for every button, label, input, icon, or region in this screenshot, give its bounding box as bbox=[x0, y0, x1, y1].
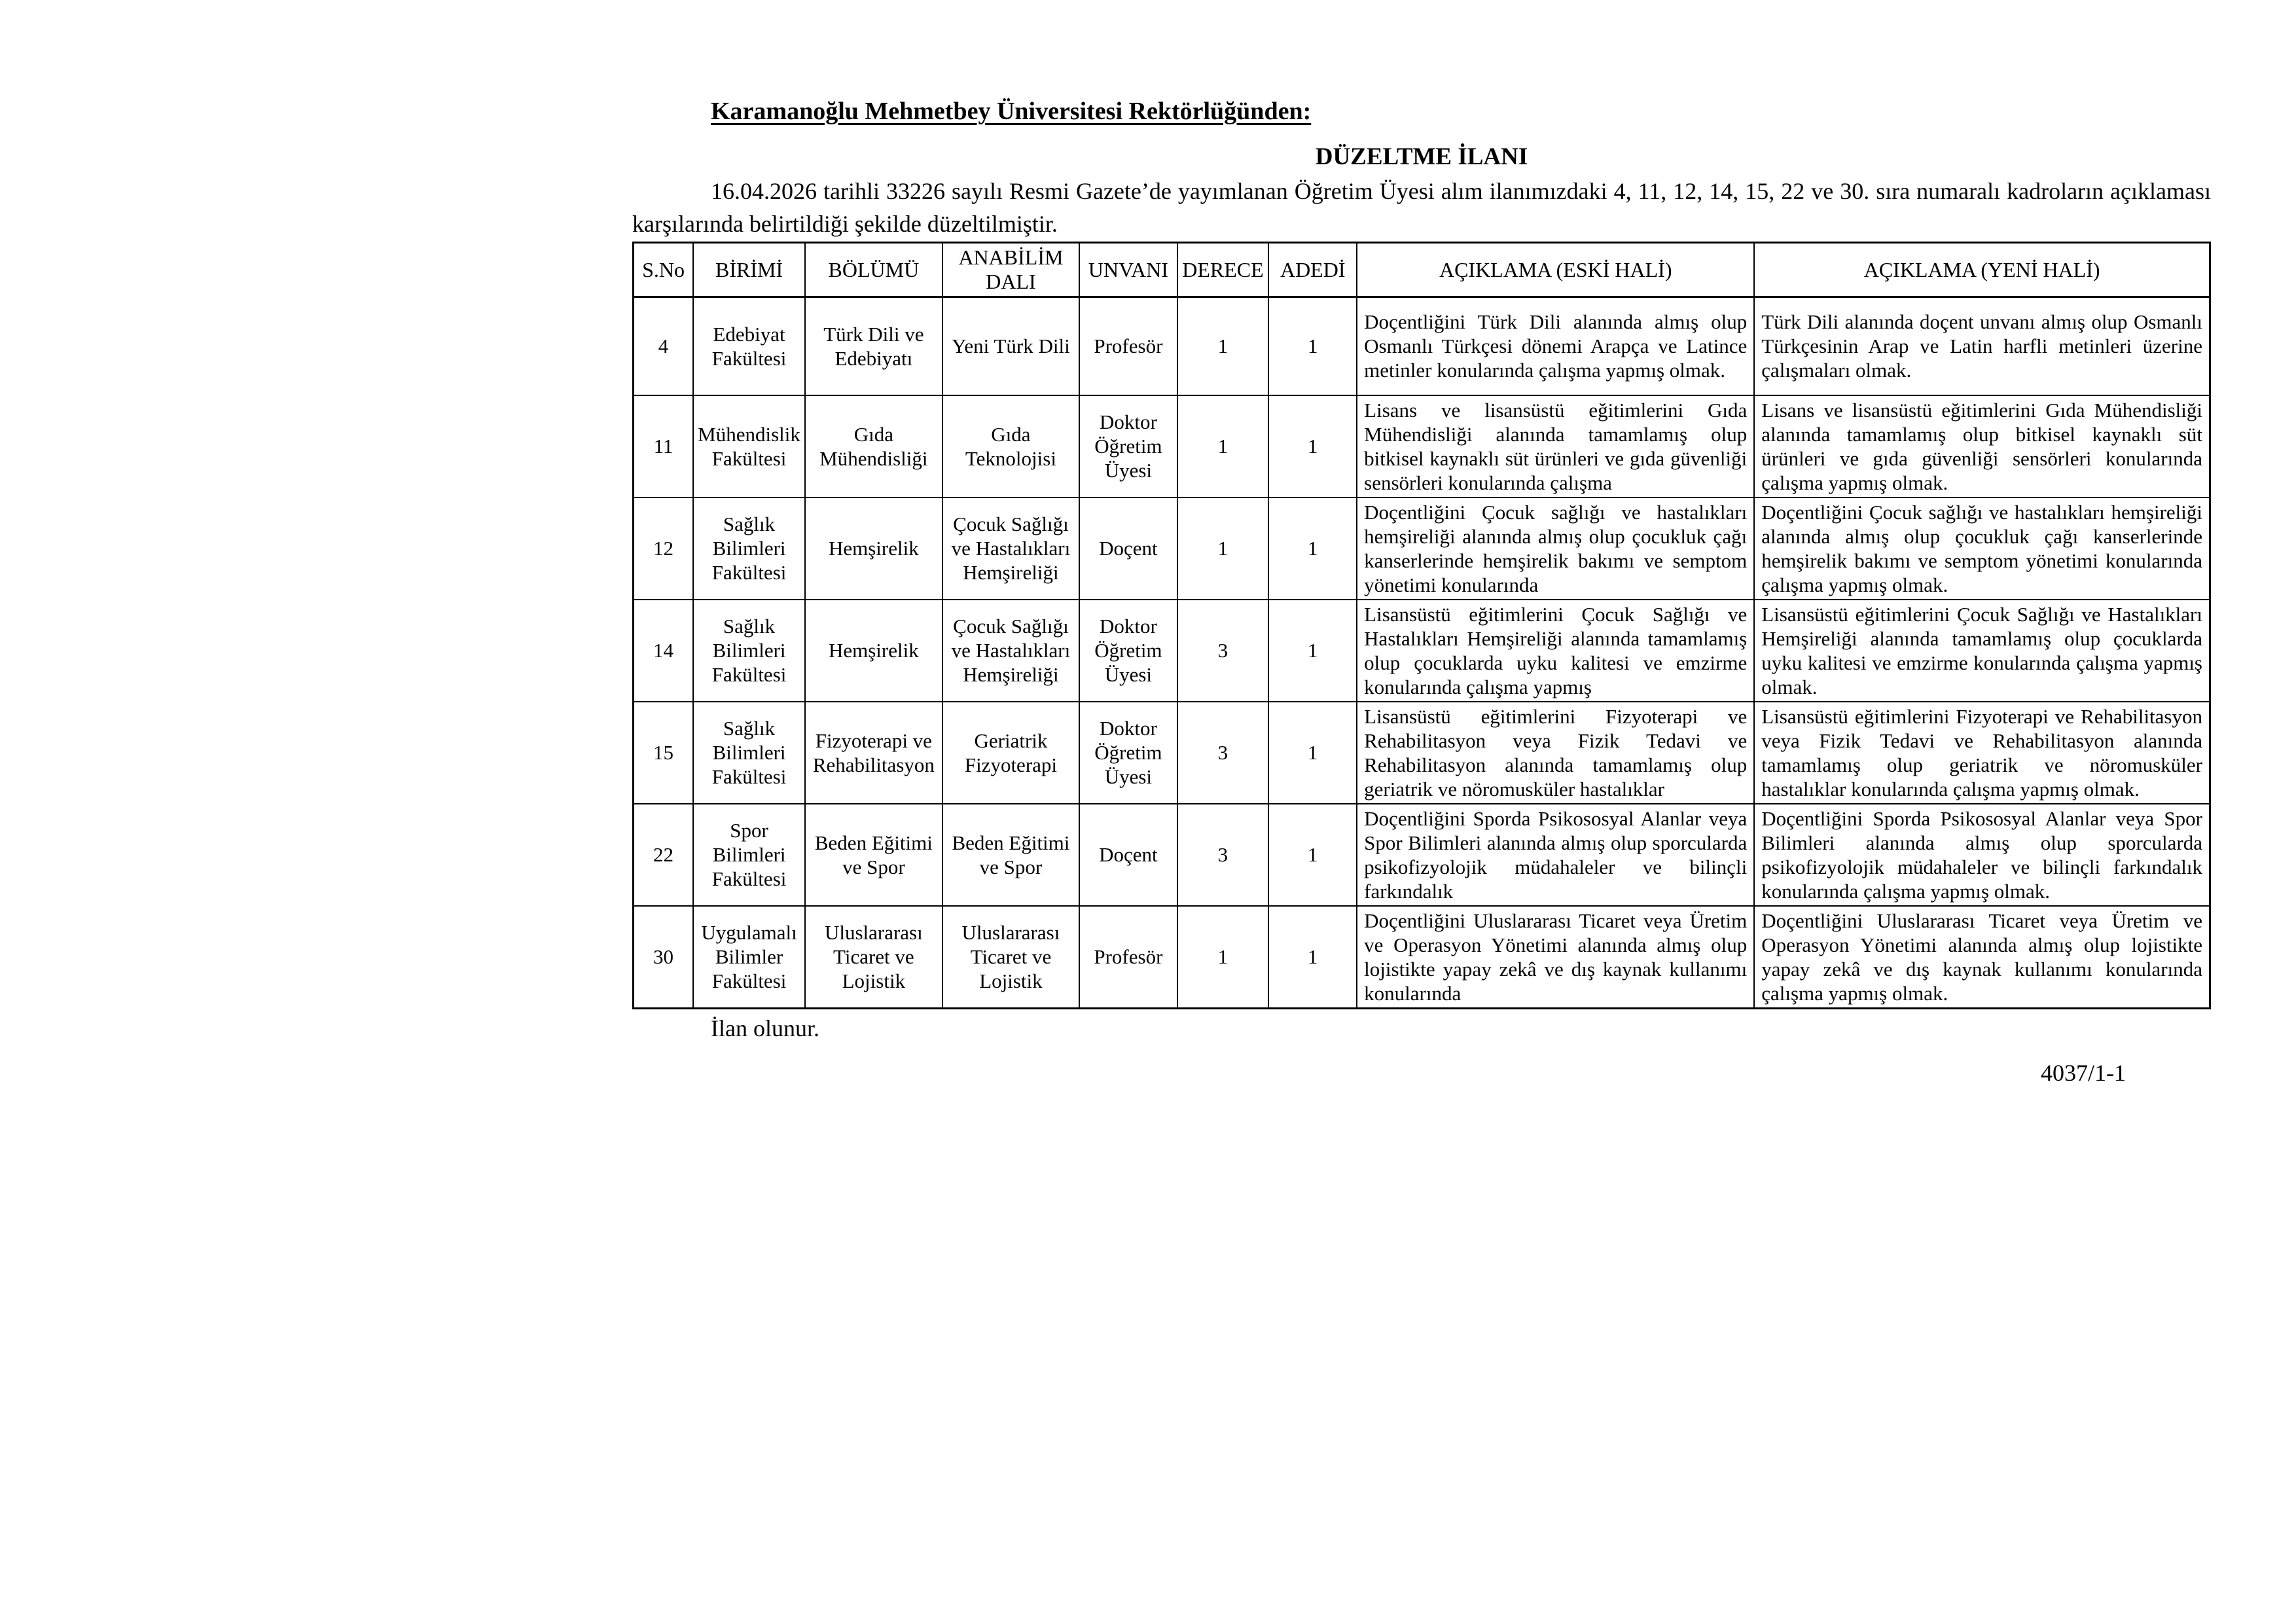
document-subheading: DÜZELTME İLANI bbox=[1315, 143, 1528, 170]
cell-adedi: 1 bbox=[1268, 297, 1357, 395]
cell-derece: 1 bbox=[1177, 497, 1269, 600]
cell-sno: 11 bbox=[634, 395, 694, 497]
table-row bbox=[634, 702, 2210, 804]
cell-adedi: 1 bbox=[1268, 600, 1357, 702]
cell-anabilim: Geriatrik Fizyoterapi bbox=[942, 702, 1080, 804]
cell-bolumu: Hemşirelik bbox=[805, 600, 942, 702]
cell-sno: 4 bbox=[634, 297, 694, 395]
cell-birimi: Mühendislik Fakültesi bbox=[693, 395, 805, 497]
header-aciklama-eski: AÇIKLAMA (ESKİ HALİ) bbox=[1357, 243, 1754, 297]
cell-eski: Doçentliğini Sporda Psikososyal Alanlar veya Spor Bilimleri alanında almış olup sporcularda psikofizyolojik müdahaleler ve bilinçli farkındalık bbox=[1357, 804, 1754, 906]
cell-sno: 22 bbox=[634, 804, 694, 906]
cell-bolumu: Türk Dili ve Edebiyatı bbox=[805, 297, 942, 395]
header-sno: S.No bbox=[634, 243, 694, 297]
cell-birimi: Spor Bilimleri Fakültesi bbox=[693, 804, 805, 906]
cell-bolumu: Fizyoterapi ve Rehabilitasyon bbox=[805, 702, 942, 804]
cell-adedi: 1 bbox=[1268, 804, 1357, 906]
table-row bbox=[634, 804, 2210, 906]
cell-derece: 3 bbox=[1177, 600, 1269, 702]
cell-yeni: Türk Dili alanında doçent unvanı almış olup Osmanlı Türkçesinin Arap ve Latin harfli metinleri üzerine çalışmaları olmak. bbox=[1754, 297, 2210, 395]
cell-adedi: 1 bbox=[1268, 395, 1357, 497]
cell-yeni: Doçentliğini Çocuk sağlığı ve hastalıkları hemşireliği alanında almış olup çocukluk çağı kanserlerinde hemşirelik bakımı ve semptom yönetimi konularında çalışma yapmış olmak. bbox=[1754, 497, 2210, 600]
table-header-row bbox=[634, 243, 2210, 297]
cell-birimi: Sağlık Bilimleri Fakültesi bbox=[693, 497, 805, 600]
cell-derece: 3 bbox=[1177, 702, 1269, 804]
cell-anabilim: Çocuk Sağlığı ve Hastalıkları Hemşireliği bbox=[942, 497, 1080, 600]
header-unvani: UNVANI bbox=[1079, 243, 1177, 297]
table-row bbox=[634, 906, 2210, 1009]
cell-unvan: Doktor Öğretim Üyesi bbox=[1079, 600, 1177, 702]
table-row bbox=[634, 395, 2210, 497]
cell-eski: Lisans ve lisansüstü eğitimlerini Gıda Mühendisliği alanında tamamlamış olup bitkisel kaynaklı süt ürünleri ve gıda güvenliği sensörleri konularında çalışma bbox=[1357, 395, 1754, 497]
table-row bbox=[634, 600, 2210, 702]
cell-eski: Doçentliğini Çocuk sağlığı ve hastalıkları hemşireliği alanında almış olup çocukluk çağı kanserlerinde hemşirelik bakımı ve semptom yönetimi konularında bbox=[1357, 497, 1754, 600]
header-anabilim: ANABİLİM DALI bbox=[942, 243, 1080, 297]
cell-sno: 14 bbox=[634, 600, 694, 702]
cell-birimi: Sağlık Bilimleri Fakültesi bbox=[693, 702, 805, 804]
cell-yeni: Lisansüstü eğitimlerini Çocuk Sağlığı ve Hastalıkları Hemşireliği alanında tamamlamış olup çocuklarda uyku kalitesi ve emzirme konularında çalışma yapmış olmak. bbox=[1754, 600, 2210, 702]
cell-unvan: Profesör bbox=[1079, 297, 1177, 395]
cell-eski: Doçentliğini Uluslararası Ticaret veya Üretim ve Operasyon Yönetimi alanında almış olup lojistikte yapay zekâ ve dış kaynak kullanımı konularında bbox=[1357, 906, 1754, 1009]
cell-anabilim: Yeni Türk Dili bbox=[942, 297, 1080, 395]
cell-anabilim: Gıda Teknolojisi bbox=[942, 395, 1080, 497]
header-aciklama-yeni: AÇIKLAMA (YENİ HALİ) bbox=[1754, 243, 2210, 297]
closing-text: İlan olunur. bbox=[711, 1015, 819, 1041]
cell-anabilim: Beden Eğitimi ve Spor bbox=[942, 804, 1080, 906]
cell-birimi: Edebiyat Fakültesi bbox=[693, 297, 805, 395]
cell-sno: 15 bbox=[634, 702, 694, 804]
cell-birimi: Uygulamalı Bilimler Fakültesi bbox=[693, 906, 805, 1009]
table-body bbox=[634, 297, 2210, 1009]
cell-anabilim: Uluslararası Ticaret ve Lojistik bbox=[942, 906, 1080, 1009]
cell-bolumu: Beden Eğitimi ve Spor bbox=[805, 804, 942, 906]
table-row bbox=[634, 497, 2210, 600]
document-heading: Karamanoğlu Mehmetbey Üniversitesi Rektörlüğünden: bbox=[711, 98, 1312, 125]
cell-unvan: Doktor Öğretim Üyesi bbox=[1079, 395, 1177, 497]
header-adedi: ADEDİ bbox=[1268, 243, 1357, 297]
intro-paragraph: 16.04.2026 tarihli 33226 sayılı Resmi Gazete’de yayımlanan Öğretim Üyesi alım ilanımızdaki 4, 11, 12, 14, 15, 22 ve 30. sıra numaralı kadroların açıklaması karşılarında belirtildiği şekilde düzeltilmiştir. bbox=[632, 178, 2211, 237]
cell-derece: 3 bbox=[1177, 804, 1269, 906]
cell-adedi: 1 bbox=[1268, 497, 1357, 600]
cell-derece: 1 bbox=[1177, 297, 1269, 395]
cell-yeni: Lisans ve lisansüstü eğitimlerini Gıda Mühendisliği alanında tamamlamış olup bitkisel kaynaklı süt ürünleri ve gıda güvenliği sensörleri konularında çalışma yapmış olmak. bbox=[1754, 395, 2210, 497]
cell-yeni: Lisansüstü eğitimlerini Fizyoterapi ve Rehabilitasyon veya Fizik Tedavi ve Rehabilitasyon alanında tamamlamış olup geriatrik ve nöromusküler hastalıklar konularında çalışma yapmış olmak. bbox=[1754, 702, 2210, 804]
cell-eski: Doçentliğini Türk Dili alanında almış olup Osmanlı Türkçesi dönemi Arapça ve Latince metinler konularında çalışma yapmış olmak. bbox=[1357, 297, 1754, 395]
cell-yeni: Doçentliğini Uluslararası Ticaret veya Üretim ve Operasyon Yönetimi alanında almış olup lojistikte yapay zekâ ve dış kaynak kullanımı konularında çalışma yapmış olmak. bbox=[1754, 906, 2210, 1009]
cell-bolumu: Hemşirelik bbox=[805, 497, 942, 600]
header-bolumu: BÖLÜMÜ bbox=[805, 243, 942, 297]
cell-sno: 12 bbox=[634, 497, 694, 600]
cell-bolumu: Gıda Mühendisliği bbox=[805, 395, 942, 497]
cell-anabilim: Çocuk Sağlığı ve Hastalıkları Hemşireliği bbox=[942, 600, 1080, 702]
cell-derece: 1 bbox=[1177, 906, 1269, 1009]
cell-eski: Lisansüstü eğitimlerini Fizyoterapi ve Rehabilitasyon veya Fizik Tedavi ve Rehabilitasyon alanında tamamlamış olup geriatrik ve nöromusküler hastalıklar bbox=[1357, 702, 1754, 804]
cell-eski: Lisansüstü eğitimlerini Çocuk Sağlığı ve Hastalıkları Hemşireliği alanında tamamlamış olup çocuklarda uyku kalitesi ve emzirme konularında çalışma yapmış bbox=[1357, 600, 1754, 702]
correction-table bbox=[632, 242, 2211, 1009]
cell-unvan: Doçent bbox=[1079, 804, 1177, 906]
cell-unvan: Profesör bbox=[1079, 906, 1177, 1009]
document-content bbox=[632, 97, 2211, 1087]
reference-number: 4037/1-1 bbox=[2041, 1059, 2126, 1086]
cell-unvan: Doçent bbox=[1079, 497, 1177, 600]
cell-yeni: Doçentliğini Sporda Psikososyal Alanlar veya Spor Bilimleri alanında almış olup sporcularda psikofizyolojik müdahaleler ve bilinçli farkındalık konularında çalışma yapmış olmak. bbox=[1754, 804, 2210, 906]
cell-adedi: 1 bbox=[1268, 906, 1357, 1009]
cell-adedi: 1 bbox=[1268, 702, 1357, 804]
cell-unvan: Doktor Öğretim Üyesi bbox=[1079, 702, 1177, 804]
cell-derece: 1 bbox=[1177, 395, 1269, 497]
header-derece: DERECE bbox=[1177, 243, 1269, 297]
header-birimi: BİRİMİ bbox=[693, 243, 805, 297]
table-row bbox=[634, 297, 2210, 395]
cell-bolumu: Uluslararası Ticaret ve Lojistik bbox=[805, 906, 942, 1009]
cell-birimi: Sağlık Bilimleri Fakültesi bbox=[693, 600, 805, 702]
cell-sno: 30 bbox=[634, 906, 694, 1009]
